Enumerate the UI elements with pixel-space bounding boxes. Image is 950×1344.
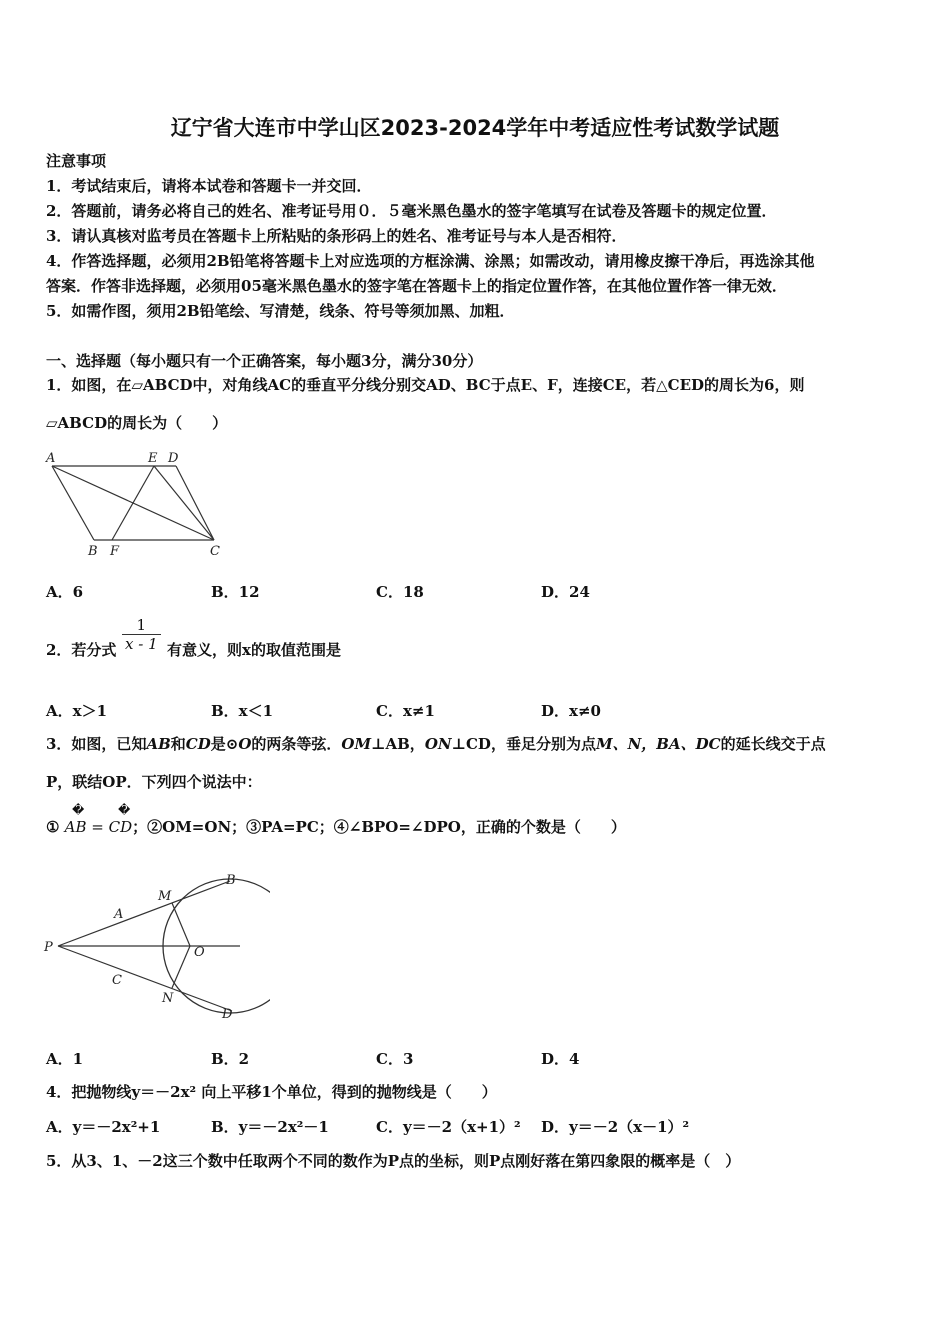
q3-option-a[interactable]: A．1 bbox=[46, 1050, 84, 1068]
arc-mark-ab: � bbox=[72, 803, 85, 817]
q3-option-d[interactable]: D．4 bbox=[541, 1050, 580, 1068]
q4-option-c[interactable]: C．y＝－2（x+1）² bbox=[376, 1118, 521, 1136]
q3-line2: P，联结OP．下列四个说法中： bbox=[46, 773, 262, 791]
q2-option-d[interactable]: D．x≠0 bbox=[541, 702, 601, 720]
notice-item: 答案．作答非选择题，必须用05毫米黑色墨水的签字笔在答题卡上的指定位置作答，在其他位置作答一律无效． bbox=[46, 277, 787, 295]
q4-text: 4．把抛物线y＝－2x² 向上平移1个单位，得到的抛物线是（ ） bbox=[46, 1083, 497, 1101]
label-C: C bbox=[112, 973, 122, 988]
q4-option-d[interactable]: D．y＝－2（x－1）² bbox=[541, 1118, 690, 1136]
q1-parallelogram-figure bbox=[44, 448, 229, 563]
label-A: A bbox=[114, 907, 124, 922]
q3-statements: ① AB = CD；②OM=ON；③PA=PC；④∠BPO=∠DPO，正确的个数是（ ） bbox=[46, 818, 626, 836]
notice-heading: 注意事项 bbox=[46, 152, 107, 170]
q3-option-c[interactable]: C．3 bbox=[376, 1050, 414, 1068]
section-heading: 一、选择题（每小题只有一个正确答案，每小题3分，满分30分） bbox=[46, 352, 483, 370]
label-D: D bbox=[168, 451, 179, 466]
q3-circle-figure bbox=[40, 866, 270, 1026]
q1-option-d[interactable]: D．24 bbox=[541, 583, 590, 601]
notice-item: 3．请认真核对监考员在答题卡上所粘贴的条形码上的姓名、准考证号与本人是否相符． bbox=[46, 227, 627, 245]
label-F: F bbox=[110, 544, 120, 559]
q2-post: 有意义，则x的取值范围是 bbox=[167, 641, 341, 659]
label-P: P bbox=[44, 940, 53, 955]
label-N: N bbox=[162, 991, 174, 1006]
notice-item: 5．如需作图，须用2B铅笔绘、写清楚，线条、符号等须加黑、加粗． bbox=[46, 302, 515, 320]
q4-option-a[interactable]: A．y＝－2x²+1 bbox=[46, 1118, 161, 1136]
notice-item: 1．考试结束后，请将本试卷和答题卡一并交回． bbox=[46, 177, 372, 195]
q2-fraction bbox=[122, 616, 161, 653]
q3-line1: 3．如图，已知AB和CD是⊙O的两条等弦．OM⊥AB，ON⊥CD，垂足分别为点M、N，BA、DC的延长线交于点 bbox=[46, 735, 826, 753]
q2-option-a[interactable]: A．x＞1 bbox=[46, 702, 108, 720]
label-B: B bbox=[88, 544, 98, 559]
q1-line2: ▱ABCD的周长为（ ） bbox=[46, 414, 228, 432]
notice-item: 4．作答选择题，必须用2B铅笔将答题卡上对应选项的方框涂满、涂黑；如需改动，请用橡皮擦干净后，再选涂其他 bbox=[46, 252, 815, 270]
notice-item: 2．答题前，请务必将自己的姓名、准考证号用０．５毫米黑色墨水的签字笔填写在试卷及答题卡的规定位置． bbox=[46, 202, 777, 220]
label-E: E bbox=[148, 451, 158, 466]
label-C: C bbox=[210, 544, 220, 559]
label-A: A bbox=[46, 451, 56, 466]
q1-option-a[interactable]: A．6 bbox=[46, 583, 84, 601]
page-title: 辽宁省大连市中学山区2023-2024学年中考适应性考试数学试题 bbox=[170, 116, 780, 140]
label-B: B bbox=[226, 873, 236, 888]
q2-option-b[interactable]: B．x＜1 bbox=[211, 702, 274, 720]
label-M: M bbox=[158, 889, 172, 904]
q2-pre: 2．若分式 bbox=[46, 641, 117, 659]
label-O: O bbox=[194, 945, 205, 960]
arc-mark-cd: � bbox=[118, 803, 131, 817]
q2-denominator: x - 1 bbox=[125, 635, 158, 653]
q3-option-b[interactable]: B．2 bbox=[211, 1050, 250, 1068]
label-D: D bbox=[222, 1007, 233, 1022]
q4-option-b[interactable]: B．y＝－2x²－1 bbox=[211, 1118, 329, 1136]
q2-numerator: 1 bbox=[122, 616, 161, 635]
q2-option-c[interactable]: C．x≠1 bbox=[376, 702, 435, 720]
q1-option-c[interactable]: C．18 bbox=[376, 583, 424, 601]
q5-text: 5．从3、1、－2这三个数中任取两个不同的数作为P点的坐标，则P点刚好落在第四象限的概率是（ ） bbox=[46, 1152, 741, 1170]
q1-line1: 1．如图，在▱ABCD中，对角线AC的垂直平分线分别交AD、BC于点E、F，连接CE，若△CED的周长为6，则 bbox=[46, 376, 805, 394]
q1-option-b[interactable]: B．12 bbox=[211, 583, 260, 601]
